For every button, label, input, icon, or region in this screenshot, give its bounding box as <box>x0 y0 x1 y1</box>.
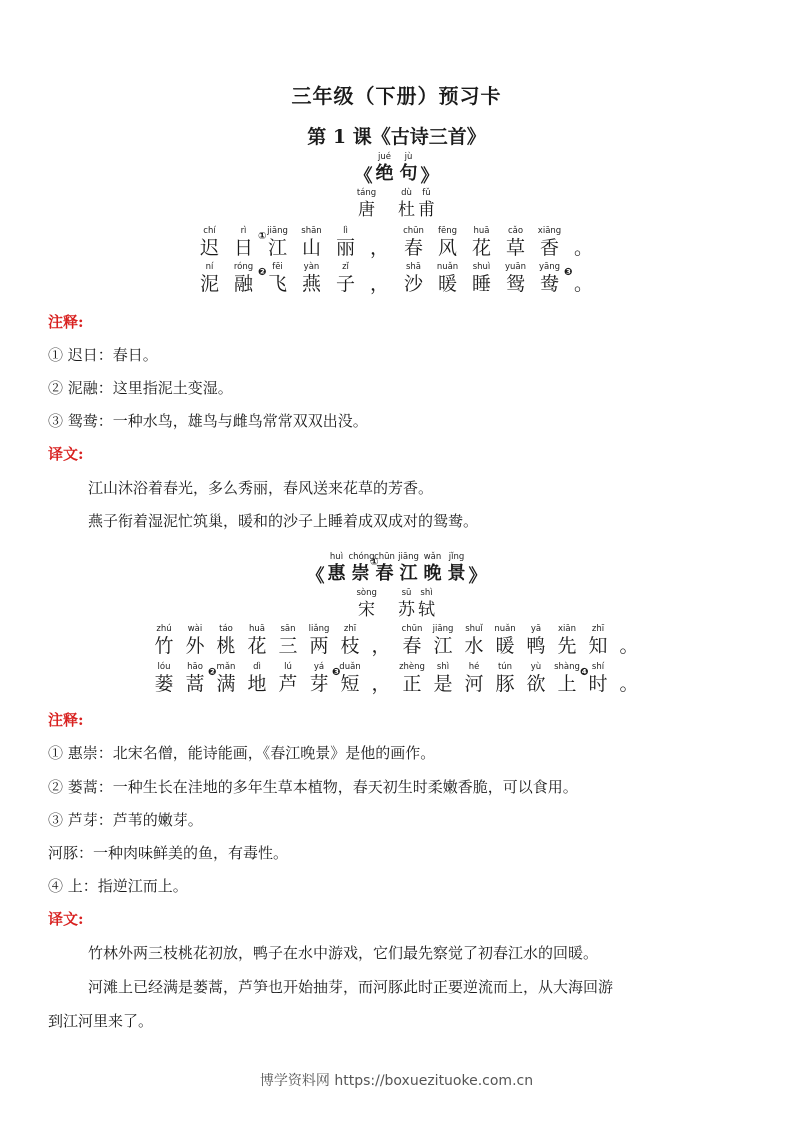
pinyin: shān <box>301 226 322 236</box>
hanzi: 春 <box>375 563 394 584</box>
pinyin: sū <box>401 588 412 598</box>
ruby-char <box>273 662 304 696</box>
pinyin <box>614 662 645 672</box>
hanzi: 。 <box>573 237 593 259</box>
poem2-translation-2: 河滩上已经满是蒌蒿，芦笋也开始抽芽，而河豚此时正要逆流而上，从大海回游 <box>88 978 614 996</box>
pinyin: shì <box>436 662 450 672</box>
pinyin: chóng <box>348 552 375 562</box>
ruby-char <box>366 624 397 658</box>
ruby-char <box>261 226 295 260</box>
poem1-line-1-chars <box>193 226 601 260</box>
poem2-line-1-chars <box>149 624 645 658</box>
hanzi: 暖 <box>437 273 457 295</box>
pinyin: chí <box>203 226 216 236</box>
pinyin <box>377 212 397 222</box>
poem1-notes-label: 注释: <box>48 313 84 331</box>
ruby-char <box>499 262 533 296</box>
hanzi: 两 <box>309 635 329 657</box>
ruby-char <box>397 152 421 186</box>
poem1-title <box>0 152 793 188</box>
hanzi: 地 <box>247 673 267 695</box>
ruby-char <box>227 226 267 260</box>
ruby-char <box>329 226 363 260</box>
hanzi: 外 <box>185 635 205 657</box>
poem1-line-2 <box>0 262 793 296</box>
pinyin: shuì <box>472 262 491 272</box>
poem1-title-close: 》 <box>420 166 439 187</box>
pinyin: zǐ <box>342 262 349 272</box>
poem2-author <box>0 588 793 622</box>
ruby-char <box>417 588 437 622</box>
pinyin: zhī <box>591 624 605 634</box>
pinyin: wǎn <box>423 552 442 562</box>
ruby-char <box>242 662 273 696</box>
hanzi: 蒿 <box>185 673 205 695</box>
hanzi: 风 <box>437 237 457 259</box>
hanzi: ， <box>371 673 391 695</box>
hanzi: 飞 <box>267 273 287 295</box>
hanzi: 花 <box>471 237 491 259</box>
pinyin <box>366 624 397 634</box>
poem2-title-open: 《 <box>306 566 325 587</box>
hanzi: 短 <box>340 673 360 695</box>
ruby-char <box>261 262 295 296</box>
ruby-char <box>583 662 614 696</box>
hanzi: 崇 <box>351 563 370 584</box>
page-title: 三年级（下册）预习卡 <box>291 84 502 108</box>
hanzi: 子 <box>335 273 355 295</box>
poem2-note-5: ④ 上：指逆江而上。 <box>48 877 188 895</box>
ruby-char <box>490 662 521 696</box>
note-marker: ① <box>370 557 379 568</box>
hanzi: 鸳 <box>505 273 525 295</box>
pinyin: xiān <box>558 624 576 634</box>
ruby-char <box>348 552 379 586</box>
ruby-char <box>428 624 459 658</box>
ruby-char <box>567 226 601 260</box>
pinyin: huā <box>473 226 490 236</box>
hanzi: 日 <box>233 237 253 259</box>
hanzi: 绝 <box>375 163 394 184</box>
ruby-char <box>335 624 366 658</box>
note-marker: ❷ <box>208 667 217 678</box>
ruby-char <box>357 588 377 622</box>
pinyin: yā <box>530 624 542 634</box>
ruby-char <box>614 624 645 658</box>
ruby-char <box>397 188 417 222</box>
hanzi: 。 <box>573 273 593 295</box>
hanzi: 惠 <box>327 563 346 584</box>
hanzi: 杜 <box>398 200 415 220</box>
hanzi: 鸭 <box>526 635 546 657</box>
hanzi: 江 <box>433 635 453 657</box>
hanzi: 芽 <box>309 673 329 695</box>
lesson-title: 第 1 课《古诗三首》 <box>307 126 486 148</box>
pinyin: shàng <box>554 662 580 672</box>
pinyin: xiāng <box>537 226 562 236</box>
hanzi: ， <box>369 237 389 259</box>
pinyin: huì <box>329 552 344 562</box>
pinyin <box>363 262 397 272</box>
pinyin: dì <box>253 662 261 672</box>
hanzi: 迟 <box>199 237 219 259</box>
poem1-translation-label: 译文: <box>48 445 84 463</box>
pinyin: táng <box>356 188 377 198</box>
hanzi: 江 <box>267 237 287 259</box>
ruby-char <box>377 212 397 222</box>
pinyin: cǎo <box>507 226 524 236</box>
ruby-char <box>521 624 552 658</box>
pinyin: wài <box>187 624 203 634</box>
poem2-title-close: 》 <box>468 566 487 587</box>
ruby-char <box>459 662 490 696</box>
hanzi: 宋 <box>358 600 375 620</box>
ruby-char <box>499 226 533 260</box>
ruby-char <box>273 624 304 658</box>
hanzi: 景 <box>447 563 466 584</box>
poem2-title <box>0 552 793 588</box>
pinyin: duǎn <box>339 662 361 672</box>
pinyin: fēi <box>272 262 283 272</box>
ruby-char <box>193 226 227 260</box>
ruby-char <box>397 552 421 586</box>
pinyin: jiāng <box>267 226 288 236</box>
hanzi: 香 <box>539 237 559 259</box>
hanzi: 苏 <box>398 600 415 620</box>
hanzi: 沙 <box>403 273 423 295</box>
hanzi: 睡 <box>471 273 491 295</box>
hanzi: 暖 <box>495 635 515 657</box>
pinyin <box>366 662 397 672</box>
pinyin: jù <box>404 152 413 162</box>
pinyin: rì <box>240 226 247 236</box>
ruby-char <box>366 662 397 696</box>
pinyin: zhī <box>343 624 357 634</box>
poem2-translation-label: 译文: <box>48 910 84 928</box>
poem1-author-chars <box>357 188 437 222</box>
pinyin: róng <box>233 262 254 272</box>
hanzi: 正 <box>402 673 422 695</box>
poem1-note-2: ② 泥融：这里指泥土变湿。 <box>48 379 233 397</box>
hanzi: 三 <box>278 635 298 657</box>
ruby-char <box>397 588 417 622</box>
ruby-char <box>363 262 397 296</box>
pinyin: huā <box>249 624 265 634</box>
poem2-note-3: ③ 芦芽：芦苇的嫩芽。 <box>48 811 203 829</box>
ruby-char <box>417 188 437 222</box>
ruby-char <box>397 662 428 696</box>
pinyin: lú <box>284 662 292 672</box>
hanzi: 句 <box>399 163 418 184</box>
pinyin: liǎng <box>308 624 330 634</box>
ruby-char <box>211 624 242 658</box>
hanzi: 豚 <box>495 673 515 695</box>
hanzi: 满 <box>216 673 236 695</box>
hanzi: 先 <box>557 635 577 657</box>
hanzi: 桃 <box>216 635 236 657</box>
ruby-char <box>445 552 469 586</box>
poem2-translation-3: 到江河里来了。 <box>48 1012 154 1030</box>
hanzi: 春 <box>403 237 423 259</box>
ruby-char <box>325 552 349 586</box>
poem1-title-chars <box>373 152 421 186</box>
hanzi: 蒌 <box>154 673 174 695</box>
hanzi: 燕 <box>301 273 321 295</box>
poem1-translation-2: 燕子衔着湿泥忙筑巢，暖和的沙子上睡着成双成对的鸳鸯。 <box>88 512 479 530</box>
hanzi: 轼 <box>418 600 435 620</box>
ruby-char <box>335 662 366 696</box>
ruby-char <box>465 226 499 260</box>
pinyin: fǔ <box>422 188 431 198</box>
hanzi: 知 <box>588 635 608 657</box>
ruby-char <box>567 262 601 296</box>
poem2-notes-label: 注释: <box>48 711 84 729</box>
pinyin: yàn <box>303 262 320 272</box>
pinyin: nuǎn <box>494 624 516 634</box>
pinyin: hé <box>468 662 480 672</box>
hanzi: 甫 <box>418 200 435 220</box>
ruby-char <box>431 262 465 296</box>
note-marker: ❸ <box>332 667 341 678</box>
ruby-char <box>552 624 583 658</box>
ruby-char <box>490 624 521 658</box>
pinyin <box>363 226 397 236</box>
pinyin: mǎn <box>216 662 236 672</box>
pinyin: tún <box>497 662 513 672</box>
ruby-char <box>373 152 397 186</box>
hanzi: 泥 <box>199 273 219 295</box>
ruby-char <box>149 624 180 658</box>
poem1-line-2-chars <box>193 262 601 296</box>
hanzi: 河 <box>464 673 484 695</box>
pinyin: lóu <box>157 662 171 672</box>
hanzi: ， <box>369 273 389 295</box>
poem1-author <box>0 188 793 222</box>
ruby-char <box>180 624 211 658</box>
ruby-char <box>180 662 217 696</box>
poem2-note-2: ② 蒌蒿：一种生长在洼地的多年生草本植物，春天初生时柔嫩香脆，可以食用。 <box>48 778 578 796</box>
pinyin: yāng <box>538 262 561 272</box>
ruby-char <box>227 262 267 296</box>
hanzi: 时 <box>588 673 608 695</box>
poem1-translation-1: 江山沐浴着春光，多么秀丽，春风送来花草的芳香。 <box>88 479 434 497</box>
pinyin: shí <box>591 662 605 672</box>
poem2-note-4: 河豚：一种肉味鲜美的鱼，有毒性。 <box>48 844 289 862</box>
pinyin: hāo <box>187 662 203 672</box>
pinyin: fēng <box>437 226 457 236</box>
ruby-char <box>397 624 428 658</box>
ruby-char <box>533 226 567 260</box>
note-marker: ① <box>258 231 267 242</box>
ruby-char <box>459 624 490 658</box>
hanzi: 上 <box>557 673 577 695</box>
ruby-char <box>465 262 499 296</box>
pinyin: chūn <box>374 552 395 562</box>
pinyin: jué <box>378 152 391 162</box>
ruby-char <box>304 662 341 696</box>
poem2-note-1: ① 惠崇：北宋名僧，能诗能画，《春江晚景》是他的画作。 <box>48 744 436 762</box>
poem1-line-1 <box>0 226 793 260</box>
pinyin <box>567 262 601 272</box>
pinyin: nuǎn <box>436 262 459 272</box>
pinyin: zhèng <box>399 662 425 672</box>
pinyin: zhú <box>156 624 172 634</box>
hanzi: 枝 <box>340 635 360 657</box>
ruby-char <box>304 624 335 658</box>
hanzi: 草 <box>505 237 525 259</box>
poem1-title-open: 《 <box>354 166 373 187</box>
pinyin: shuǐ <box>465 624 483 634</box>
ruby-char <box>397 226 431 260</box>
ruby-char <box>363 226 397 260</box>
hanzi: 。 <box>619 635 639 657</box>
pinyin: chūn <box>401 624 423 634</box>
hanzi: 是 <box>433 673 453 695</box>
hanzi: 花 <box>247 635 267 657</box>
ruby-char <box>149 662 180 696</box>
pinyin: lì <box>343 226 348 236</box>
pinyin <box>614 624 645 634</box>
ruby-char <box>552 662 589 696</box>
ruby-char <box>614 662 645 696</box>
hanzi: 江 <box>399 563 418 584</box>
hanzi: 。 <box>619 673 639 695</box>
ruby-char <box>373 552 397 586</box>
ruby-char <box>193 262 227 296</box>
ruby-char <box>211 662 242 696</box>
hanzi: ， <box>371 635 391 657</box>
footer-watermark: 博学资料网 https://boxuezituoke.com.cn <box>259 1073 534 1089</box>
pinyin: dù <box>401 188 412 198</box>
ruby-char <box>428 662 459 696</box>
pinyin: sòng <box>356 588 377 598</box>
poem2-line-1 <box>0 624 793 658</box>
hanzi: 欲 <box>526 673 546 695</box>
note-marker: ❹ <box>580 667 589 678</box>
hanzi: 山 <box>301 237 321 259</box>
pinyin: ní <box>205 262 214 272</box>
ruby-char <box>421 552 445 586</box>
pinyin: jiāng <box>432 624 454 634</box>
hanzi: 芦 <box>278 673 298 695</box>
pinyin: chūn <box>403 226 424 236</box>
poem2-line-2 <box>0 662 793 696</box>
ruby-char <box>397 262 431 296</box>
hanzi: 鸯 <box>539 273 559 295</box>
hanzi: 春 <box>402 635 422 657</box>
hanzi: 融 <box>233 273 253 295</box>
ruby-char <box>295 226 329 260</box>
poem1-note-3: ③ 鸳鸯：一种水鸟，雄鸟与雌鸟常常双双出没。 <box>48 412 368 430</box>
pinyin: táo <box>219 624 233 634</box>
ruby-char <box>521 662 552 696</box>
poem2-translation-1: 竹林外两三枝桃花初放，鸭子在水中游戏，它们最先察觉了初春江水的回暖。 <box>88 944 599 962</box>
pinyin: jǐng <box>448 552 465 562</box>
ruby-char <box>329 262 363 296</box>
pinyin: shā <box>405 262 422 272</box>
ruby-char <box>377 612 397 622</box>
ruby-char <box>533 262 573 296</box>
pinyin: yù <box>530 662 542 672</box>
pinyin <box>567 226 601 236</box>
hanzi: 丽 <box>335 237 355 259</box>
ruby-char <box>295 262 329 296</box>
note-marker: ❷ <box>258 267 267 278</box>
pinyin <box>377 612 397 622</box>
pinyin: sān <box>280 624 296 634</box>
poem2-line-2-chars <box>149 662 645 696</box>
ruby-char <box>431 226 465 260</box>
pinyin: shì <box>420 588 433 598</box>
pinyin: yá <box>313 662 325 672</box>
hanzi: 唐 <box>358 200 375 220</box>
ruby-char <box>357 188 377 222</box>
ruby-char <box>583 624 614 658</box>
poem2-author-chars <box>357 588 437 622</box>
poem1-note-1: ① 迟日：春日。 <box>48 346 158 364</box>
poem2-title-chars <box>325 552 469 586</box>
ruby-char <box>242 624 273 658</box>
note-marker: ❸ <box>564 267 573 278</box>
hanzi: 水 <box>464 635 484 657</box>
hanzi: 竹 <box>154 635 174 657</box>
pinyin: jiāng <box>398 552 419 562</box>
hanzi: 晚 <box>423 563 442 584</box>
pinyin: yuān <box>504 262 526 272</box>
